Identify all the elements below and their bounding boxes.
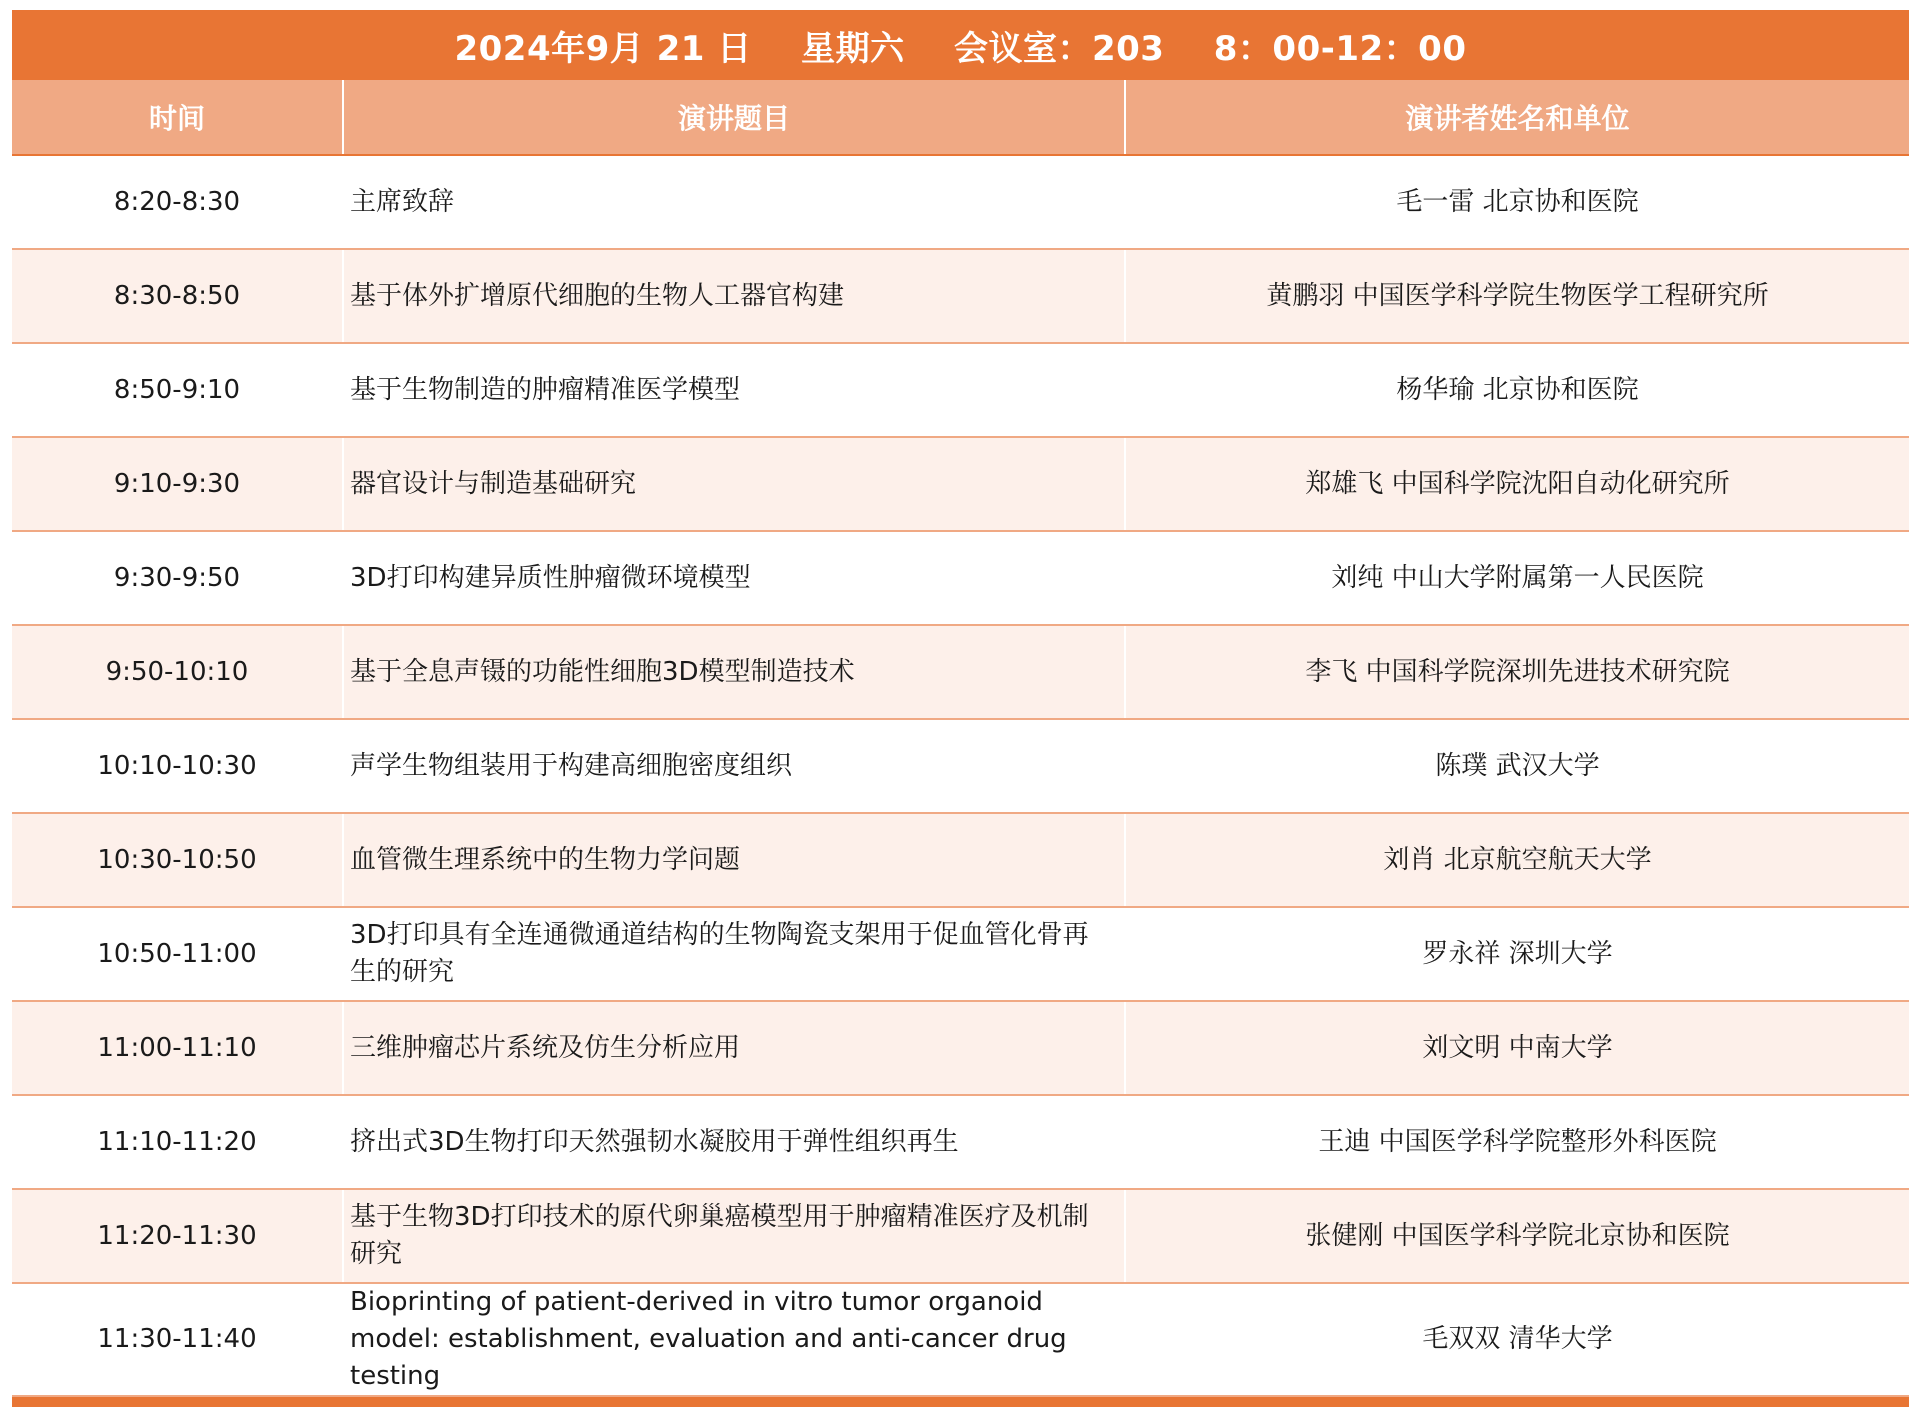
time-cell: 10:30-10:50 <box>12 813 343 907</box>
time-cell: 9:30-9:50 <box>12 531 343 625</box>
table-row <box>12 719 1909 813</box>
time-cell: 11:20-11:30 <box>12 1189 343 1283</box>
table-row <box>12 1283 1909 1396</box>
table-row <box>12 625 1909 719</box>
table-row <box>12 531 1909 625</box>
topic-cell: 3D打印具有全连通微通道结构的生物陶瓷支架用于促血管化骨再生的研究 <box>343 907 1125 1001</box>
speaker-cell: 王迪 中国医学科学院整形外科医院 <box>1125 1095 1909 1189</box>
table-row <box>12 1001 1909 1095</box>
schedule-table <box>12 80 1909 1397</box>
speaker-cell: 罗永祥 深圳大学 <box>1125 907 1909 1001</box>
speaker-cell: 陈璞 武汉大学 <box>1125 719 1909 813</box>
table-row <box>12 343 1909 437</box>
time-cell: 8:50-9:10 <box>12 343 343 437</box>
time-cell: 9:10-9:30 <box>12 437 343 531</box>
speaker-cell: 黄鹏羽 中国医学科学院生物医学工程研究所 <box>1125 249 1909 343</box>
bottom-accent-bar <box>12 1397 1909 1407</box>
topic-cell: Bioprinting of patient-derived in vitro tumor organoid model: establishment, evaluation and anti-cancer drug testing <box>343 1283 1125 1396</box>
topic-cell: 基于体外扩增原代细胞的生物人工器官构建 <box>343 249 1125 343</box>
session-title: 2024年9月 21 日 星期六 会议室：203 8：00-12：00 <box>12 10 1909 80</box>
speaker-cell: 郑雄飞 中国科学院沈阳自动化研究所 <box>1125 437 1909 531</box>
time-cell: 11:30-11:40 <box>12 1283 343 1396</box>
topic-cell: 基于生物制造的肿瘤精准医学模型 <box>343 343 1125 437</box>
speaker-cell: 张健刚 中国医学科学院北京协和医院 <box>1125 1189 1909 1283</box>
topic-cell: 声学生物组装用于构建高细胞密度组织 <box>343 719 1125 813</box>
speaker-cell: 李飞 中国科学院深圳先进技术研究院 <box>1125 625 1909 719</box>
topic-cell: 基于全息声镊的功能性细胞3D模型制造技术 <box>343 625 1125 719</box>
table-row <box>12 907 1909 1001</box>
table-row <box>12 437 1909 531</box>
topic-cell: 主席致辞 <box>343 155 1125 249</box>
table-row <box>12 155 1909 249</box>
topic-cell: 三维肿瘤芯片系统及仿生分析应用 <box>343 1001 1125 1095</box>
time-cell: 11:10-11:20 <box>12 1095 343 1189</box>
speaker-cell: 毛双双 清华大学 <box>1125 1283 1909 1396</box>
table-row <box>12 1189 1909 1283</box>
schedule-sheet <box>12 10 1909 1407</box>
speaker-cell: 毛一雷 北京协和医院 <box>1125 155 1909 249</box>
speaker-cell: 刘肖 北京航空航天大学 <box>1125 813 1909 907</box>
table-row <box>12 1095 1909 1189</box>
topic-cell: 基于生物3D打印技术的原代卵巢癌模型用于肿瘤精准医疗及机制研究 <box>343 1189 1125 1283</box>
column-header-time: 时间 <box>12 80 343 155</box>
topic-cell: 3D打印构建异质性肿瘤微环境模型 <box>343 531 1125 625</box>
speaker-cell: 杨华瑜 北京协和医院 <box>1125 343 1909 437</box>
time-cell: 8:20-8:30 <box>12 155 343 249</box>
table-row <box>12 249 1909 343</box>
column-header-row <box>12 80 1909 155</box>
column-header-speaker: 演讲者姓名和单位 <box>1125 80 1909 155</box>
time-cell: 11:00-11:10 <box>12 1001 343 1095</box>
topic-cell: 血管微生理系统中的生物力学问题 <box>343 813 1125 907</box>
time-cell: 8:30-8:50 <box>12 249 343 343</box>
topic-cell: 器官设计与制造基础研究 <box>343 437 1125 531</box>
table-row <box>12 813 1909 907</box>
time-cell: 10:10-10:30 <box>12 719 343 813</box>
speaker-cell: 刘纯 中山大学附属第一人民医院 <box>1125 531 1909 625</box>
time-cell: 10:50-11:00 <box>12 907 343 1001</box>
column-header-topic: 演讲题目 <box>343 80 1125 155</box>
time-cell: 9:50-10:10 <box>12 625 343 719</box>
topic-cell: 挤出式3D生物打印天然强韧水凝胶用于弹性组织再生 <box>343 1095 1125 1189</box>
speaker-cell: 刘文明 中南大学 <box>1125 1001 1909 1095</box>
